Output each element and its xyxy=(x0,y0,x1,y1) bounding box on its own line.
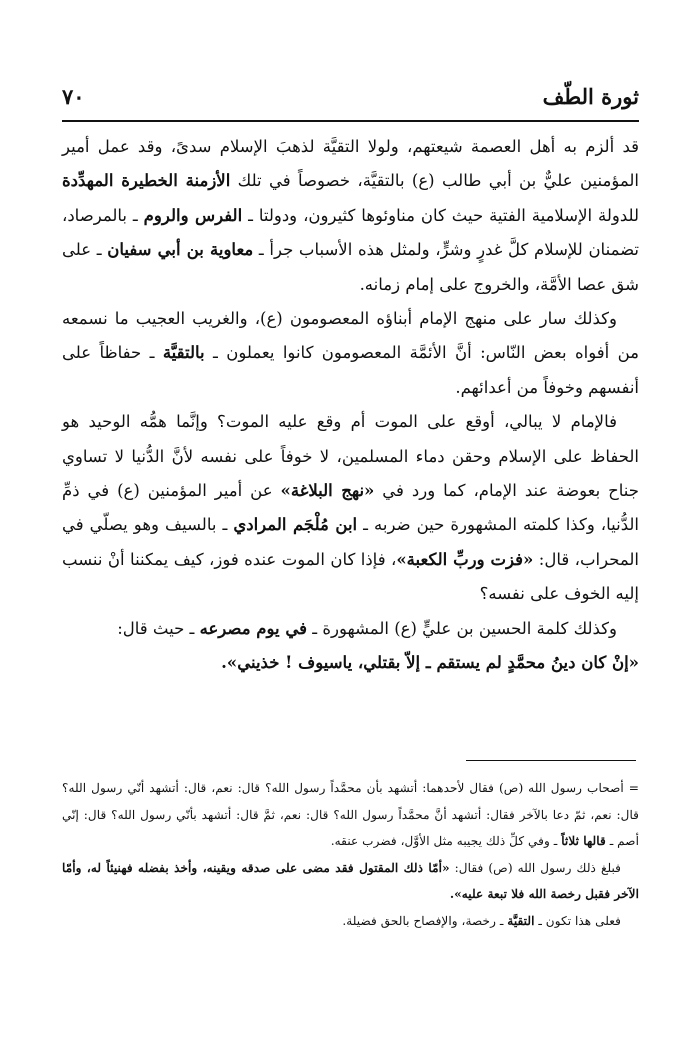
text-run: ـ وفي كلِّ ذلك يجيبه مثل الأوَّل، فضرب عنقه. xyxy=(330,834,562,848)
text-run: ، فإذا كان الموت عنده فوز، كيف يمكننا أنْ ننسب إليه الخوف على نفسه؟ xyxy=(62,549,639,604)
footnote-3 xyxy=(62,908,639,935)
paragraph-4 xyxy=(62,612,639,646)
paragraph-2 xyxy=(62,302,639,405)
text-run: قد ألزم به أهل العصمة شيعتهم، ولولا التقيَّة لذهبَ الإسلام سدىً، وقد عمل أمير المؤمنين عليٌّ بن أبي طالب (ع) بالتقيَّة، خصوصاً في تلك xyxy=(62,137,639,191)
header-rule xyxy=(62,120,639,122)
bold-phrase: «أمّا ذلك المقتول فقد مضى على صدقه ويقينه، وأخذ بفضله فهنيئاً له، وأمّا الآخر فقبل رخصة الله فلا تبعة عليه». xyxy=(62,860,639,901)
bold-phrase: الفرس والروم xyxy=(143,205,243,225)
text-run: وكذلك سار على منهج الإمام أبناؤه المعصومون (ع)، والغريب العجيب ما نسمعه من أفواه بعض النّاس: أنَّ الأئمَّة المعصومون كانوا يعملون ـ xyxy=(62,309,639,363)
bold-phrase: في يوم مصرعه xyxy=(199,618,308,638)
bold-phrase: بالتقيَّة xyxy=(162,343,205,363)
page-number: ٧٠ xyxy=(62,84,85,109)
quote-line: «إنْ كان دينُ محمَّدٍ لم يستقم ـ إلاّ بقتلي، ياسيوف ! خذيني». xyxy=(221,653,639,673)
text-run: = أصحاب رسول الله (ص) فقال لأحدهما: أتشهد بأن محمَّداً رسول الله؟ قال: نعم، قال: أتشهد أنّي رسول الله؟ قال: نعم، ثمّ دعا بالآخر فقال: أتشهد أنَّ محمَّداً رسول الله؟ قال: نعم، ثمَّ قال: أتشهد بأنّي رسول الله؟ قال: إنّي أصم ـ xyxy=(62,781,639,848)
bold-phrase: ابن مُلْجَم المرادي xyxy=(233,515,358,535)
footnotes xyxy=(62,775,639,934)
text-run: ـ حفاظاً على أنفسهم وخوفاً من أعدائهم. xyxy=(62,343,639,397)
text-run: ـ على شق عصا الأمَّة، والخروج على إمام زمانه. xyxy=(62,240,639,294)
footnote-rule xyxy=(466,760,636,761)
text-run: فعلى هذا تكون ـ xyxy=(534,913,621,928)
text-run: ـ رخصة، والإفصاح بالحق فضيلة. xyxy=(342,913,508,928)
text-run: ـ حيث قال: xyxy=(117,618,200,638)
text-run: للدولة الإسلامية الفتية حيث كان مناوئوها كثيرون، ودولتا ـ xyxy=(242,205,639,225)
text-run: ـ بالمرصاد، تضمنان للإسلام كلَّ غدرٍ وشرٍّ، ولمثل هذه الأسباب جرأ ـ xyxy=(62,205,640,260)
text-run: فبلغ ذلك رسول الله (ص) فقال: xyxy=(449,860,621,875)
text-run: عن أمير المؤمنين (ع) في ذمِّ الدُّنيا، وكذا كلمته المشهورة حين ضربه ـ xyxy=(62,481,640,535)
running-title: ثورة الطّف xyxy=(542,84,639,109)
text-run: فالإمام لا يبالي، أوقع على الموت أم وقع عليه الموت؟ وإنَّما همُّه الوحيد هو الحفاظ على الإسلام وحقن دماء المسلمين، لا خوفاً على نفسه لأنَّ الدُّنيا لا تساوي جناح بعوضة عند الإمام، كما ورد في xyxy=(62,412,639,501)
footnote-2 xyxy=(62,855,639,908)
paragraph-3 xyxy=(62,405,639,611)
text-run: ـ بالسيف وهو يصلّي في المحراب، قال: xyxy=(62,515,639,569)
page-header xyxy=(62,80,639,120)
footnote-1 xyxy=(62,775,639,855)
bold-phrase: «نهج البلاغة» xyxy=(280,481,375,501)
main-text xyxy=(62,130,639,681)
text-run: وكذلك كلمة الحسين بن عليٍّ (ع) المشهورة ـ xyxy=(307,618,617,638)
bold-phrase: «فزت وربِّ الكعبة» xyxy=(396,549,534,569)
paragraph-1 xyxy=(62,130,639,302)
bold-phrase: التقيَّة xyxy=(507,913,535,928)
bold-phrase: الأزمنة الخطيرة المهدِّدة xyxy=(62,171,231,191)
bold-phrase: معاوية بن أبي سفيان xyxy=(107,240,254,260)
bold-phrase: قالها ثلاثاً xyxy=(561,834,606,848)
